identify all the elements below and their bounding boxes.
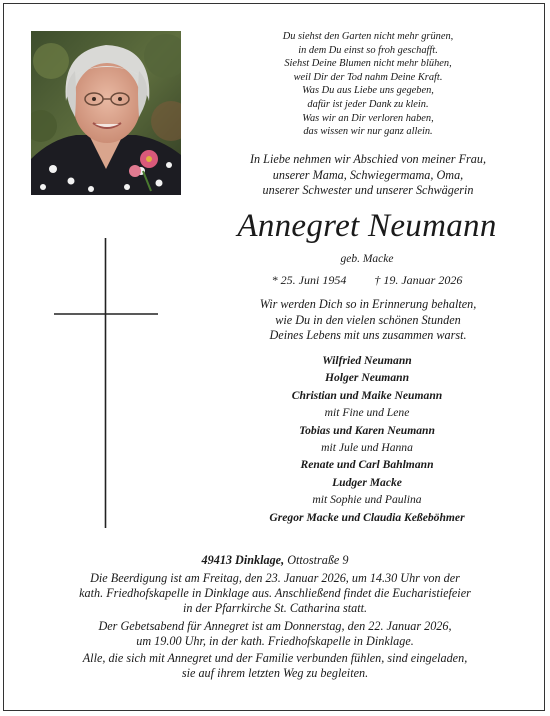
farewell-line: unserer Schwester und unserer Schwägerin	[262, 183, 474, 197]
life-dates	[240, 272, 494, 288]
notice-line: um 19.00 Uhr, in der kath. Friedhofskapelle in Dinklage.	[136, 633, 414, 648]
poem-line: Was wir an Dir verloren haben,	[302, 112, 434, 124]
mourner-children: mit Sophie und Paulina	[312, 493, 422, 507]
portrait-photo	[31, 31, 181, 195]
memory-text	[222, 297, 514, 344]
address-place: 49413 Dinklage,	[201, 553, 285, 567]
mourner-name: Ludger Macke	[332, 475, 402, 489]
mourner-name: Christian und Maike Neumann	[291, 388, 443, 402]
address-street: Ottostraße 9	[287, 553, 349, 567]
mourner-name: Renate und Carl Bahlmann	[300, 458, 434, 472]
funeral-notice	[40, 571, 510, 683]
farewell-text	[222, 152, 514, 199]
invitation-paragraph	[40, 651, 510, 681]
poem-line: dafür ist jeder Dank zu klein.	[307, 98, 429, 110]
poem-line: das wissen wir nur ganz allein.	[303, 126, 433, 138]
poem	[235, 30, 501, 139]
portrait-illustration	[31, 31, 181, 195]
mourner-name: Gregor Macke und Claudia Keßeböhmer	[269, 510, 465, 524]
poem-line: Du siehst den Garten nicht mehr grünen,	[282, 31, 454, 42]
mourner-name: Holger Neumann	[324, 371, 410, 385]
notice-line: Die Beerdigung ist am Freitag, den 23. Januar 2026, um 14.30 Uhr von der	[90, 571, 460, 585]
birth-date: * 25. Juni 1954	[271, 273, 347, 287]
mourner-children: mit Fine und Lene	[324, 406, 410, 420]
notice-line: in der Pfarrkirche St. Catharina statt.	[182, 601, 368, 616]
prayer-notice-paragraph	[40, 619, 510, 649]
farewell-line: In Liebe nehmen wir Abschied von meiner Frau,	[249, 152, 487, 166]
mourner-name: Wilfried Neumann	[322, 354, 412, 367]
poem-line: in dem Du einst so froh geschafft.	[298, 44, 438, 56]
deceased-name: Annegret Neumann	[237, 208, 497, 244]
poem-line: Siehst Deine Blumen nicht mehr blühen,	[284, 58, 452, 70]
notice-line: Alle, die sich mit Annegret und der Familie verbunden fühlen, sind eingeladen,	[82, 651, 468, 666]
mourners-list	[240, 352, 494, 526]
cross-icon	[54, 238, 158, 528]
notice-line: sie auf ihrem letzten Weg zu begleiten.	[181, 666, 369, 681]
funeral-notice-paragraph	[40, 571, 510, 617]
poem-line: weil Dir der Tod nahm Deine Kraft.	[293, 71, 443, 83]
mourner-name: Tobias und Karen Neumann	[299, 423, 435, 437]
memory-line: Deines Lebens mit uns zusammen warst.	[269, 328, 467, 342]
notice-line: kath. Friedhofskapelle in Dinklage aus. Anschließend findet die Eucharistiefeier	[79, 586, 471, 601]
poem-line: Was Du aus Liebe uns gegeben,	[302, 85, 434, 97]
family-address	[100, 552, 450, 568]
farewell-line: unserer Mama, Schwiegermama, Oma,	[272, 167, 464, 182]
notice-line: Der Gebetsabend für Annegret ist am Donnerstag, den 22. Januar 2026,	[98, 618, 452, 633]
mourner-children: mit Jule und Hanna	[321, 441, 413, 455]
death-date: † 19. Januar 2026	[374, 273, 463, 287]
memory-line: wie Du in den vielen schönen Stunden	[275, 312, 461, 327]
maiden-name: geb. Macke	[340, 253, 394, 265]
memory-line: Wir werden Dich so in Erinnerung behalten,	[259, 297, 477, 311]
